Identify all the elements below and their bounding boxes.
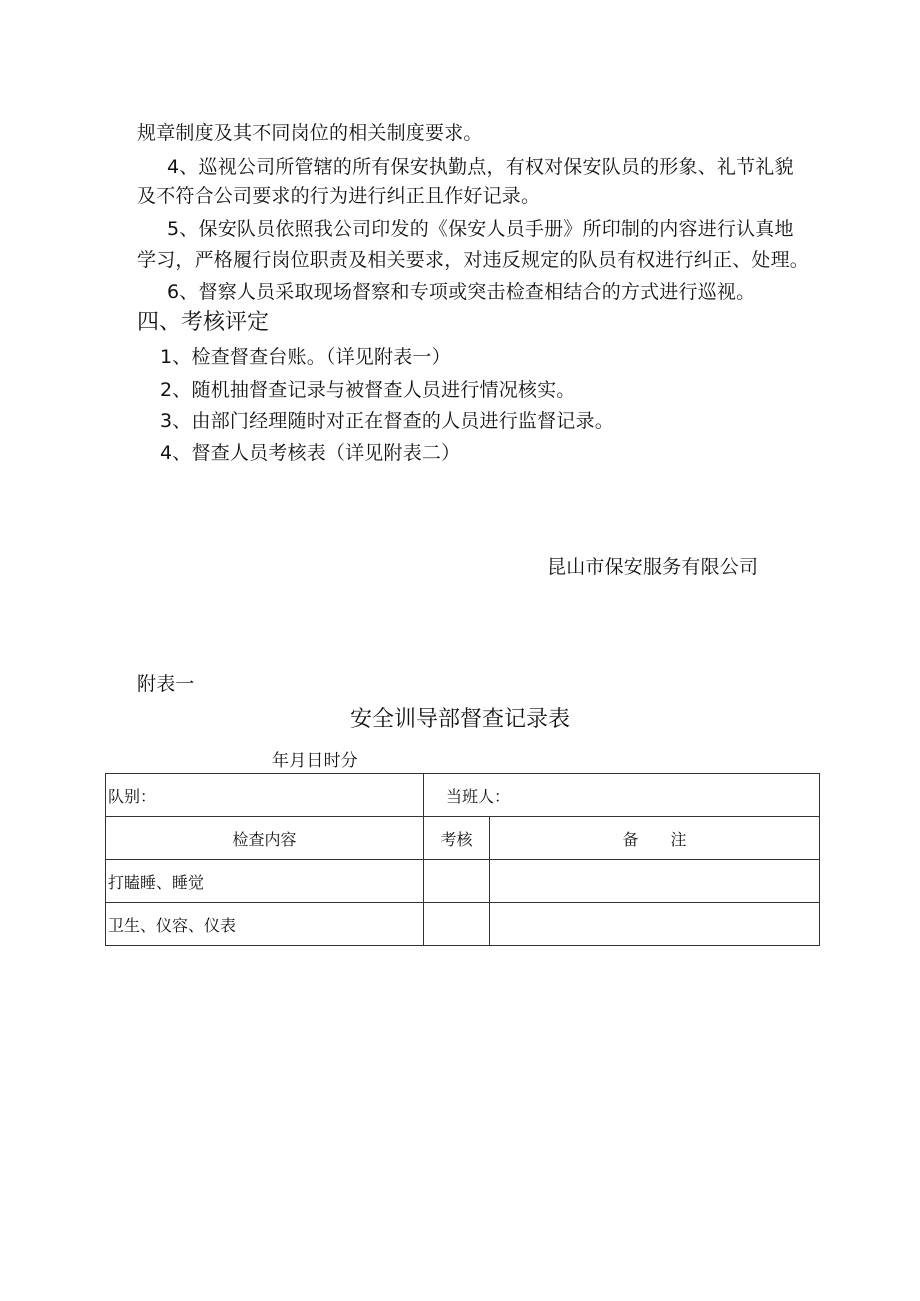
appendix-title: 安全训导部督查记录表	[349, 707, 570, 732]
assessment-item-2: 2、随机抽督查记录与被督查人员进行情况核实。	[160, 379, 576, 401]
date-line: 年月日时分	[272, 751, 358, 771]
assessment-item-1: 1、检查督查台账。（详见附表一）	[160, 346, 451, 368]
table-header-row	[106, 817, 820, 860]
rule-item-6: 6、督察人员采取现场督察和专项或突击检查相结合的方式进行巡视。	[167, 281, 756, 303]
rule-item-5-line-2: 学习，严格履行岗位职责及相关要求，对违反规定的队员有权进行纠正、处理。	[137, 249, 810, 271]
table-row	[106, 903, 820, 946]
header-score: 考核	[424, 817, 490, 860]
row-score[interactable]	[424, 903, 490, 946]
rule-item-4-line-1: 4、巡视公司所管辖的所有保安执勤点，有权对保安队员的形象、礼节礼貌	[167, 156, 794, 178]
row-remark[interactable]	[490, 903, 820, 946]
table-info-row	[106, 774, 820, 817]
company-signature: 昆山市保安服务有限公司	[547, 556, 759, 578]
row-content: 打瞌睡、睡觉	[106, 860, 424, 903]
duty-person-cell[interactable]: 当班人：	[424, 774, 820, 817]
header-check-content: 检查内容	[106, 817, 424, 860]
table-row	[106, 860, 820, 903]
team-cell[interactable]: 队别：	[106, 774, 424, 817]
inspection-record-table	[105, 773, 820, 946]
assessment-item-4: 4、督查人员考核表（详见附表二）	[160, 442, 461, 464]
assessment-item-3: 3、由部门经理随时对正在督查的人员进行监督记录。	[160, 410, 614, 432]
row-content: 卫生、仪容、仪表	[106, 903, 424, 946]
row-remark[interactable]	[490, 860, 820, 903]
rule-item-5-line-1: 5、保安队员依照我公司印发的《保安人员手册》所印制的内容进行认真地	[167, 218, 794, 240]
appendix-label: 附表一	[137, 673, 195, 695]
section-4-heading: 四、考核评定	[137, 310, 270, 335]
rule-item-4-line-2: 及不符合公司要求的行为进行纠正且作好记录。	[137, 185, 541, 207]
header-remark: 备 注	[490, 817, 820, 860]
row-score[interactable]	[424, 860, 490, 903]
body-line-continuation: 规章制度及其不同岗位的相关制度要求。	[137, 122, 483, 144]
